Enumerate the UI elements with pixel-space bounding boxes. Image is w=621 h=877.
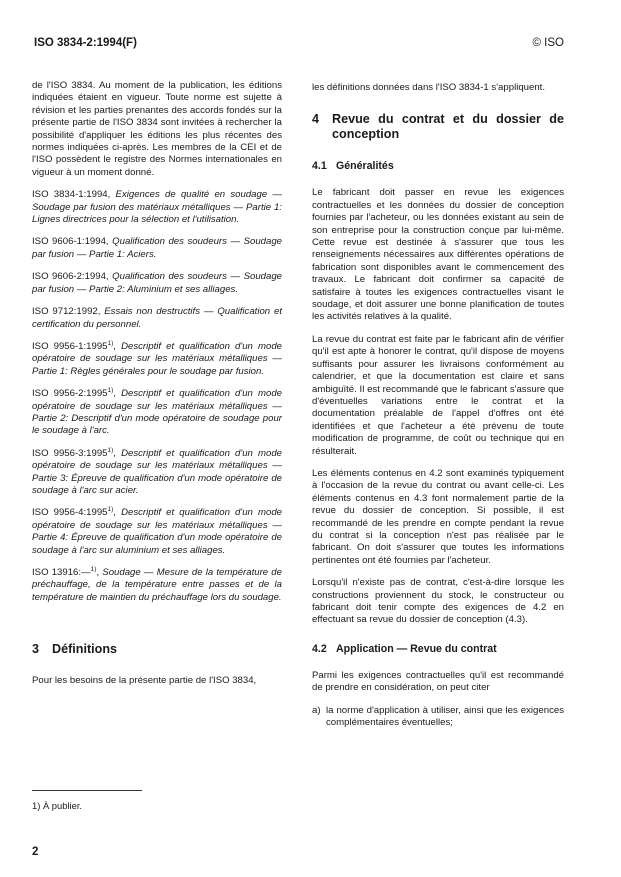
reference-item: ISO 3834-1:1994, Exigences de qualité en soudage — Soudage par fusion des matériaux métalliques — Partie 1: Lignes directrices pour la sélection et l'utilisation. xyxy=(32,189,283,226)
definitions-continuation: les définitions données dans l'ISO 3834-1 s'appliquent. xyxy=(312,82,546,93)
right-column xyxy=(312,82,564,729)
copyright-mark: © ISO xyxy=(532,37,564,49)
paragraph: Parmi les exigences contractuelles qu'il est recommandé de prendre en considération, on peut citer xyxy=(312,669,564,694)
paragraph: Lorsqu'il n'existe pas de contrat, c'est-à-dire lorsque les constructions proviennent du stock, le constructeur ou fabricant doit tenir compte des exigences de 4.2 en effectuant sa revue du dossier de conception (4.3). xyxy=(312,577,564,626)
page-number: 2 xyxy=(32,846,39,858)
reference-item: ISO 9956-4:1995$^{1)}$, Descriptif et qualification d'un mode opératoire de soudage sur les matériaux métalliques — Partie 4: Épreuve de qualification d'un mode opératoire de soudage à l'arc sur aluminium et ses alliages. xyxy=(32,506,282,556)
paragraph: Le fabricant doit passer en revue les exigences contractuelles et les données du dossier de conception fournies par l'acheteur, ou les données existant au sein de son entreprise pour la construction conçue par lui-même. Cette revue est destinée à s'assurer que tous les renseignements nécessaires aux différentes opérations de fabrication sont disponibles avant le commencement des travaux. Le fabricant doit confirmer sa capacité de satisfaire à toutes les exigences contractuelles visant le soudage, et doit assurer une bonne planification de toutes les activités relatives à la qualité. xyxy=(312,187,564,323)
document-id: ISO 3834-2:1994(F) xyxy=(34,37,137,49)
reference-item: ISO 9606-2:1994, Qualification des soudeurs — Soudage par fusion — Partie 2: Aluminium et ses alliages. xyxy=(32,271,282,295)
list-item: a) la norme d'application à utiliser, ainsi que les exigences complémentaires éventuelles; xyxy=(312,704,564,729)
reference-item: ISO 13916:—$^{1)}$, Soudage — Mesure de la température de préchauffage, de la température entre passes et de la température de maintien du préchauffage lors du soudage. xyxy=(32,565,282,603)
section-3-text: Pour les besoins de la présente partie de l'ISO 3834, xyxy=(32,675,257,687)
subsection-4-1-heading: 4.1 Généralités xyxy=(312,160,394,173)
subsection-4-2-heading: 4.2 Application — Revue du contrat xyxy=(312,642,497,655)
paragraph: La revue du contrat est faite par le fabricant afin de vérifier qu'il est apte à honorer le contrat, qu'il dispose de moyens suffisants pour assurer les livraisons conformément au calendrier, et que la documentation est claire et sans ambiguïté. Il est recommandé que le fabricant s'assure que d'éventuelles variations entre le contrat et la documentation préalable de l'appel d'offres ont été identifiées et que l'acheteur a été prévenu de toute modification de programme, de coût ou technique qui en résulterait. xyxy=(312,333,564,457)
paragraph: Les éléments contenus en 4.2 sont examinés typiquement à l'occasion de la revue du contrat ou avant celle-ci. Les éléments contenus en 4.3 font normalement partie de la revue du dossier de conception. Si possible, il est recommandé de les prendre en compte pendant la revue du contrat si la conception n'est pas réalisée par le fabricant. On doit s'assurer que toutes les informations pertinentes ont été fournies par l'acheteur. xyxy=(312,467,564,566)
reference-item: ISO 9956-2:1995$^{1)}$, Descriptif et qualification d'un mode opératoire de soudage sur les matériaux métalliques — Partie 2: Descriptif d'un mode opératoire de soudage pour le soudage à l'arc. xyxy=(32,386,282,437)
intro-paragraph: de l'ISO 3834. Au moment de la publication, les éditions indiquées étaient en vigueur. Toute norme est sujette à révision et les parties prenantes des accords fondés sur la présente partie de l'ISO 3834 sont invitées à rechercher la possibilité d'appliquer les éditions les plus récentes des normes indiquées ci-après. Les membres de la CEI et de l'ISO possèdent le registre des Normes internationales en vigueur à un moment donné. xyxy=(32,80,282,178)
footnote: 1) À publier. xyxy=(32,800,83,811)
footnote-divider xyxy=(32,790,142,791)
left-column xyxy=(32,80,282,698)
section-3-heading: 3 Définitions xyxy=(32,642,118,657)
reference-item: ISO 9712:1992, Essais non destructifs — Qualification et certification du personnel. xyxy=(32,306,282,330)
section-4-heading: 4 Revue du contrat et du dossier de conception xyxy=(312,112,564,142)
reference-item: ISO 9956-1:1995$^{1)}$, Descriptif et qualification d'un mode opératoire de soudage sur les matériaux métalliques — Partie 1: Règles générales pour le soudage par fusion. xyxy=(32,339,282,377)
reference-item: ISO 9956-3:1995$^{1)}$, Descriptif et qualification d'un mode opératoire de soudage sur les matériaux métalliques — Partie 3: Épreuve de qualification d'un mode opératoire de soudage à l'arc sur acier. xyxy=(32,446,282,496)
reference-item: ISO 9606-1:1994, Qualification des soudeurs — Soudage par fusion — Partie 1: Aciers. xyxy=(32,236,282,260)
